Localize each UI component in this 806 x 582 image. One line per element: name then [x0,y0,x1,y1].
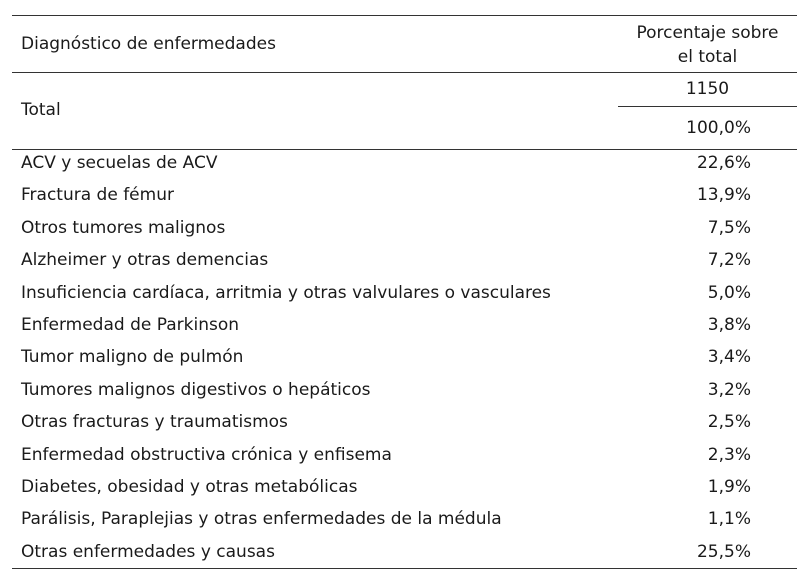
table-row [12,281,797,313]
table-row [12,248,797,280]
table-row [12,507,797,539]
table-row [12,345,797,377]
table-row [12,313,797,345]
row-value: 3,2% [707,379,751,400]
row-label: Fractura de fémur [21,185,174,206]
row-label: Otros tumores malignos [21,217,226,238]
row-value: 7,5% [707,217,751,238]
row-label: Alzheimer y otras demencias [21,250,269,271]
header-diagnosis-label: Diagnóstico de enfermedades [21,34,276,54]
header-rule [12,72,797,73]
row-value: 25,5% [696,541,751,562]
row-value: 22,6% [696,153,751,173]
row-label: Enfermedad de Parkinson [21,314,239,335]
total-rule [12,149,797,150]
total-percentage: 100,0% [686,118,751,138]
row-label: Enfermedad obstructiva crónica y enfisema [21,444,392,465]
row-value: 3,4% [707,347,751,368]
row-value: 5,0% [707,282,751,303]
row-label: Diabetes, obesidad y otras metabólicas [21,476,358,497]
row-label: ACV y secuelas de ACV [21,153,218,173]
table-row [12,443,797,475]
row-label: Tumor maligno de pulmón [21,347,244,368]
row-value: 2,3% [707,444,751,465]
total-sub-rule [618,106,797,107]
row-label: Tumores malignos digestivos o hepáticos [21,379,371,400]
table-row [12,216,797,248]
header-percentage [618,21,797,69]
row-value: 1,1% [707,509,751,530]
row-value: 2,5% [707,412,751,433]
row-value: 13,9% [696,185,751,206]
total-count: 1150 [685,79,730,99]
table-row [12,410,797,442]
table-row [12,151,797,183]
bottom-rule [12,568,797,569]
row-value: 3,8% [707,314,751,335]
table-row [12,378,797,410]
row-value: 1,9% [707,476,751,497]
table-row [12,475,797,507]
row-label: Otras enfermedades y causas [21,541,275,562]
row-label: Insuficiencia cardíaca, arritmia y otras valvulares o vasculares [21,282,551,303]
row-label: Otras fracturas y traumatismos [21,412,288,433]
header-percentage-line1: Porcentaje sobre [636,23,779,43]
top-rule [12,15,797,16]
row-label: Parálisis, Paraplejias y otras enfermedades de la médula [21,509,502,530]
total-label: Total [21,100,61,120]
row-value: 7,2% [707,250,751,271]
table-row [12,183,797,215]
header-percentage-line2: el total [677,47,738,67]
table-body [12,151,797,572]
